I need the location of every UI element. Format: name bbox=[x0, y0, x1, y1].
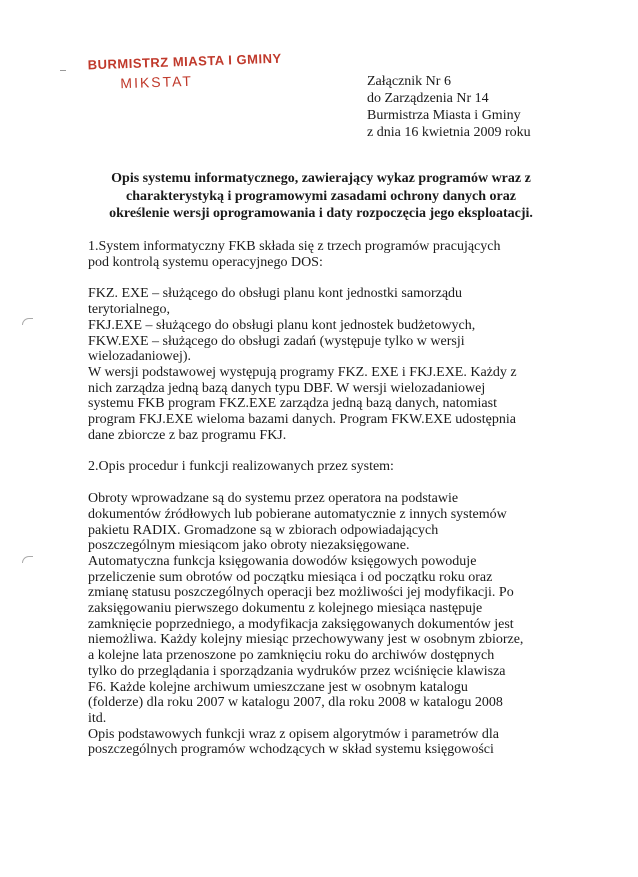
text-line: program FKJ.EXE wieloma bazami danych. Program FKW.EXE udostępnia bbox=[88, 412, 516, 428]
title-line: określenie wersji oprogramowania i daty rozpoczęcia jego eksploatacji. bbox=[109, 206, 533, 221]
text-line: dokumentów źródłowych lub pobierane automatycznie z innych systemów bbox=[88, 506, 507, 522]
text-line: zaksięgowaniu pierwszego dokumentu z kolejnego miesiąca następuje bbox=[88, 601, 483, 617]
margin-mark bbox=[22, 556, 33, 563]
text-line: a kolejne lata przenoszone po zamknięciu roku do archiwów dostępnych bbox=[88, 648, 495, 664]
document-body bbox=[88, 239, 598, 758]
attachment-line: do Zarządzenia Nr 14 bbox=[367, 91, 489, 106]
text-line: nich zarządza jedną bazą danych typu DBF. W wersji wielozadaniowej bbox=[88, 380, 486, 396]
text-line: terytorialnego, bbox=[88, 302, 171, 318]
text-line: FKZ. EXE – służącego do obsługi planu kont jednostki samorządu bbox=[88, 286, 463, 302]
attachment-line: Załącznik Nr 6 bbox=[367, 74, 451, 89]
stamp-line-1: BURMISTRZ MIASTA I GMINY bbox=[87, 50, 282, 73]
text-line: pakietu RADIX. Gromadzone są w zbiorach odpowiadających bbox=[88, 522, 439, 538]
text-line: 1.System informatyczny FKB składa się z trzech programów pracujących bbox=[88, 239, 501, 254]
text-line: Automatyczna funkcja księgowania dowodów księgowych powoduje bbox=[88, 553, 477, 569]
text-line: Obroty wprowadzane są do systemu przez operatora na podstawie bbox=[88, 491, 459, 507]
stamp-line-2: MIKSTAT bbox=[120, 72, 194, 92]
text-line: wielozadaniowej). bbox=[88, 349, 192, 365]
attachment-line: z dnia 16 kwietnia 2009 roku bbox=[367, 125, 531, 140]
text-line: poszczególnym miesiącom jako obroty niezaksięgowane. bbox=[88, 538, 410, 554]
text-line: FKJ.EXE – służącego do obsługi planu kont jednostek budżetowych, bbox=[88, 317, 476, 333]
text-line: zmianę statusu poszczególnych operacji bez możliwości jej modyfikacji. Po bbox=[88, 585, 514, 601]
section-2-heading: 2.Opis procedur i funkcji realizowanych przez system: bbox=[88, 459, 394, 475]
text-line: F6. Każde kolejne archiwum umieszczane jest w osobnym katalogu bbox=[88, 679, 468, 695]
text-line: dane zbiorcze z baz programu FKJ. bbox=[88, 427, 287, 443]
text-line: FKW.EXE – służącego do obsługi zadań (występuje tylko w wersji bbox=[88, 333, 465, 349]
text-line: systemu FKB program FKZ.EXE zarządza jedną bazą danych, natomiast bbox=[88, 396, 497, 412]
title-line: charakterystyką i programowymi zasadami ochrony danych oraz bbox=[126, 188, 516, 204]
text-line: Opis podstawowych funkcji wraz z opisem algorytmów i parametrów dla bbox=[88, 726, 499, 742]
section-1-programs bbox=[88, 286, 598, 443]
text-line: W wersji podstawowej występują programy FKZ. EXE i FKJ.EXE. Każdy z bbox=[88, 364, 517, 380]
text-line: zamknięcie poprzedniego, a modyfikacja zaksięgowanych dokumentów jest bbox=[88, 616, 514, 632]
section-2-text bbox=[88, 491, 598, 758]
margin-mark bbox=[22, 318, 33, 325]
title-line: Opis systemu informatycznego, zawierający wykaz programów wraz z bbox=[111, 171, 531, 186]
text-line: przeliczenie sum obrotów od początku miesiąca i od początku roku oraz bbox=[88, 569, 493, 585]
attachment-header bbox=[367, 73, 531, 141]
document-title bbox=[66, 170, 576, 223]
official-stamp bbox=[87, 51, 282, 93]
stamp-mark bbox=[60, 70, 66, 71]
text-line: (folderze) dla roku 2007 w katalogu 2007, dla roku 2008 w katalogu 2008 bbox=[88, 695, 503, 711]
text-line: tylko do przeglądania i sporządzania wydruków przez wciśnięcie klawisza bbox=[88, 663, 506, 679]
section-1-intro bbox=[88, 239, 598, 270]
attachment-line: Burmistrza Miasta i Gminy bbox=[367, 108, 521, 123]
text-line: niemożliwa. Każdy kolejny miesiąc przechowywany jest w osobnym zbiorze, bbox=[88, 632, 524, 648]
text-line: pod kontrolą systemu operacyjnego DOS: bbox=[88, 254, 323, 270]
text-line: itd. bbox=[88, 710, 107, 726]
text-line: poszczególnych programów wchodzących w skład systemu księgowości bbox=[88, 742, 494, 758]
